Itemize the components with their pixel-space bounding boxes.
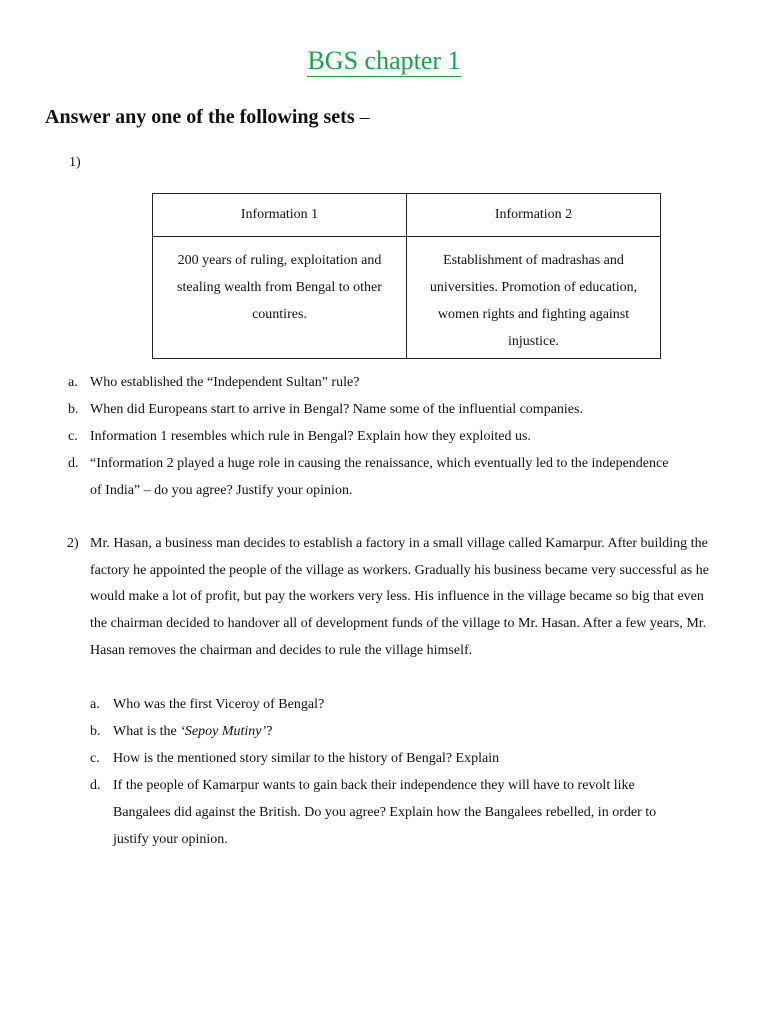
set-1-number: 1) <box>69 155 81 170</box>
table-cell-2: Establishment of madrashas and universities. Promotion of education, women rights and fighting against injustice. <box>407 237 661 359</box>
information-table <box>152 193 661 359</box>
table-header-1: Information 1 <box>153 194 407 237</box>
case-study-paragraph: Mr. Hasan, a business man decides to establish a factory in a small village called Kamarpur. After building the factory he appointed the people of the village as workers. Gradually his business became very successful as he would make a lot of profit, but pay the workers very less. His influence in the village became so big that even the chairman decided to handover all of development funds of the village to Mr. Hasan. After a few years, Mr. Hasan removes the chairman and decides to rule the village himself. <box>90 536 709 658</box>
set-2-number: 2) <box>67 536 79 551</box>
table-header-2: Information 2 <box>407 194 661 237</box>
table-cell-1: 200 years of ruling, exploitation and stealing wealth from Bengal to other countires. <box>153 237 407 359</box>
page-title: BGS chapter 1 <box>307 46 461 75</box>
set-2-question-d: d. If the people of Kamarpur wants to gain back their independence they will have to revolt like Bangalees did against the British. Do you agree? Explain how the Bangalees rebelled, in order to justify your opinion. <box>90 778 657 847</box>
set-1-question-d: d. “Information 2 played a huge role in causing the renaissance, which eventually led to the independence of India” – do you agree? Justify your opinion. <box>68 456 669 498</box>
instructions-heading: Answer any one of the following sets – <box>45 106 370 128</box>
